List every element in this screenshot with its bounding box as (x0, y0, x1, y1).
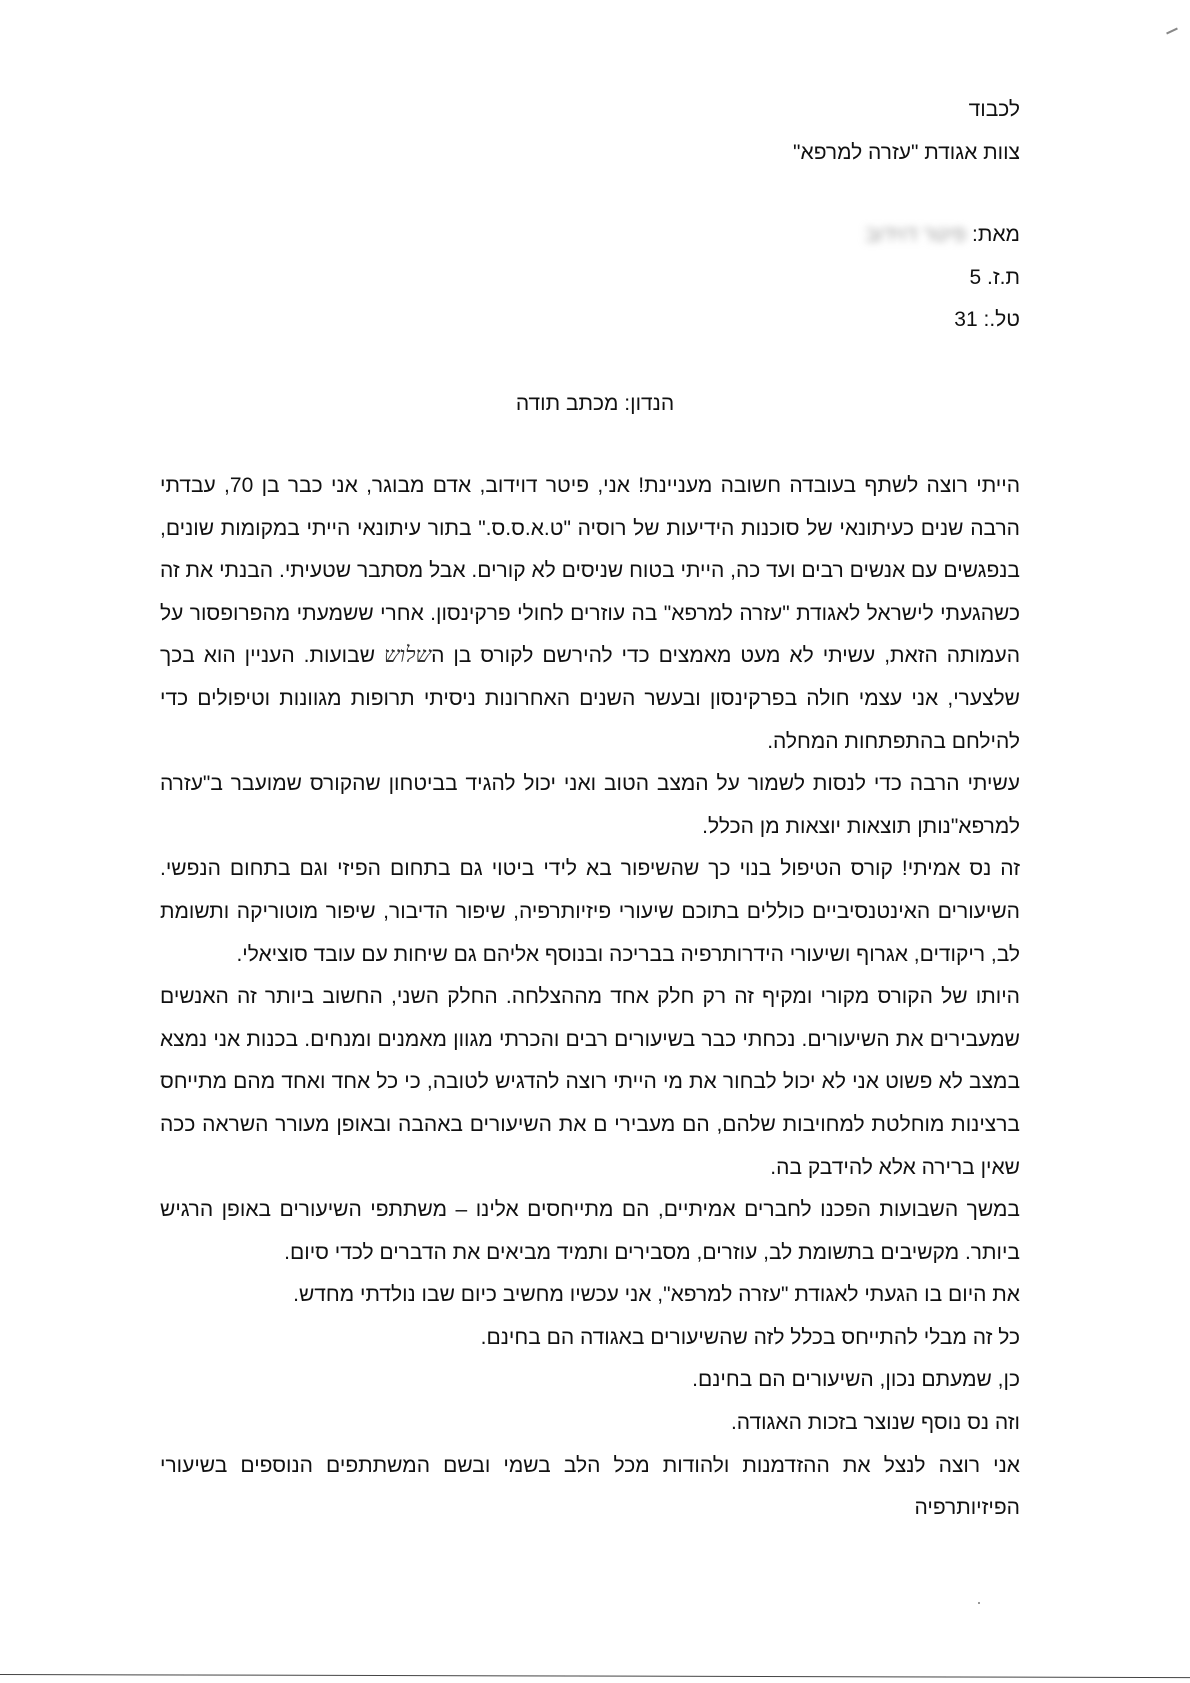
from-label: מאת: (972, 223, 1020, 246)
scan-mark (1166, 28, 1178, 35)
paragraph-6: את היום בו הגעתי לאגודת "עזרה למרפא", אני עכשיו מחשיב כיום שבו נולדתי מחדש. (293, 1283, 1020, 1307)
sender-phone (843, 308, 1020, 332)
scan-dot (978, 1602, 980, 1604)
handwritten-correction: שלוש (383, 643, 432, 669)
paragraph-8: כן, שמעתם נכון, השיעורים הם בחינם. (692, 1368, 1020, 1392)
from-value-redacted: פיטר דוידוב (864, 223, 967, 246)
scan-edge-line (0, 1674, 1190, 1678)
subject-line: הנדון: מכתב תודה (515, 392, 675, 415)
paragraph-1-text: הייתי רוצה לשתף בעובדה חשובה מעניינת! אני, פיטר דוידוב, אדם מבוגר, אני כבר בן 70, עבדתי הרבה שנים כעיתונאי של סוכנות הידיעות של רוסיה "ט.א.ס.ס." בתור עיתונאי הייתי במקומות שונים, בנפגשים עם אנשים רבים ועד כה, הייתי בטוח שניסים לא קורים. אבל מסתבר שטעיתי. הבנתי את זה כשהגעתי לישראל לאגודת "עזרה למרפא" בה עוזרים לחולי פרקינסון. אחרי ששמעתי מהפרופסור על העמותה הזאת, עשיתי לא מעט מאמצים כדי להירשם לקורס בן ה (160, 474, 1021, 668)
id-redaction (870, 266, 963, 290)
sender-id (870, 266, 1020, 290)
paragraph-1-end: שבועות. העניין הוא בכך שלצערי, אני עצמי חולה בפרקינסון ובעשר השנים האחרונות ניסיתי תרופות מגוונות וטיפולים כדי להילחם בהתפתחות המחלה. (160, 644, 1020, 753)
phone-label: טל.: (983, 308, 1020, 331)
paragraph-9: וזה נס נוסף שנוצר בזכות האגודה. (730, 1411, 1020, 1435)
sender-from (865, 223, 1020, 247)
paragraph-10: אני רוצה לנצל את ההזדמנות ולהודות מכל הלב בשמי ובשם המשתתפים הנוספים בשיעורי הפיזיותרפיה (160, 1453, 1020, 1520)
id-label: ת.ז. (987, 266, 1020, 289)
phone-value: 31 (954, 308, 978, 331)
paragraph-7: כל זה מבלי להתייחס בכלל לזה שהשיעורים באגודה הם בחינם. (480, 1325, 1020, 1349)
letter-body (160, 465, 1020, 1530)
paragraph-1 (160, 465, 1020, 763)
paragraph-2: עשיתי הרבה כדי לנסות לשמור על המצב הטוב ואני יכול להגיד בביטחון שהקורס שמועבר ב"עזרה למרפא"נותן תוצאות יוצאות מן הכלל. (160, 772, 1020, 838)
recipient-line-1: לכבוד (968, 98, 1020, 121)
id-value: 5 (969, 266, 982, 289)
paragraph-5: במשך השבועות הפכנו לחברים אמיתיים, הם מתייחסים אלינו – משתתפי השיעורים באופן הרגיש ביותר. מקשיבים בתשומת לב, עוזרים, מסבירים ותמיד מביאים את הדברים לכדי סיום. (160, 1198, 1020, 1264)
paragraph-3: זה נס אמיתי! קורס הטיפול בנוי כך שהשיפור בא לידי ביטוי גם בתחום הפיזי וגם בתחום הנפשי. השיעורים האינטנסיביים כוללים בתוכם שיעורי פיזיותרפיה, שיפור הדיבור, שיפור מוטוריקה ותשומת לב, ריקודים, אגרוף ושיעורי הידרותרפיה בבריכה ובנוסף אליהם גם שיחות עם עובד סוציאלי. (160, 857, 1020, 966)
paragraph-4: היותו של הקורס מקורי ומקיף זה רק חלק אחד מההצלחה. החלק השני, החשוב ביותר זה האנשים שמעבירים את השיעורים. נכחתי כבר בשיעורים רבים והכרתי מגוון מאמנים ומנחים. בכנות אני נמצא במצב לא פשוט אני לא יכול לבחור את מי הייתי רוצה להדגיש לטובה, כי כל אחד ואחד מהם מתייחס ברצינות מוחלטת למחויבות שלהם, הם מעבירי ם את השיעורים באהבה ובאופן מעורר השראה ככה שאין ברירה אלא להידבק בה. (160, 985, 1020, 1179)
phone-redaction (843, 308, 948, 332)
recipient-line-2: צוות אגודת "עזרה למרפא" (793, 141, 1020, 164)
